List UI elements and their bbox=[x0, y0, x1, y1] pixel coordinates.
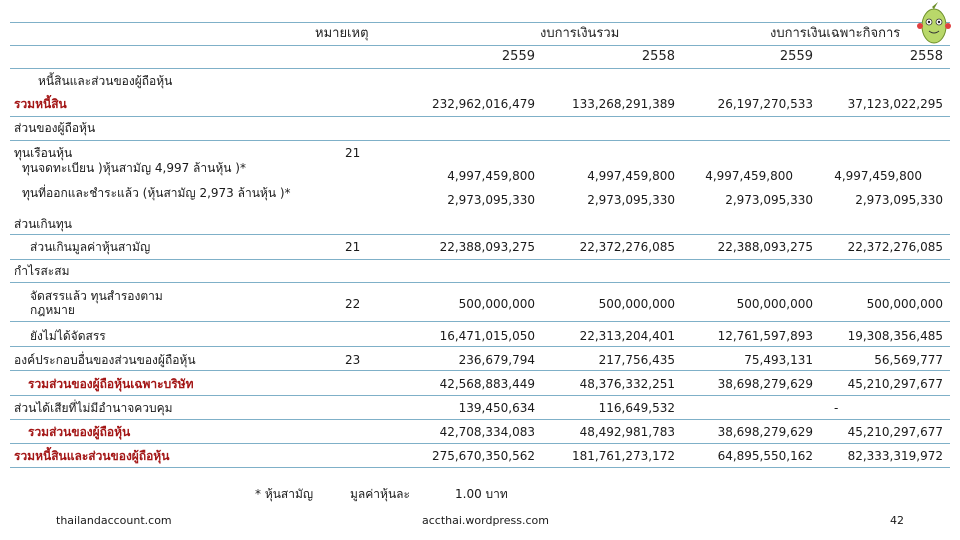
cell: 22,388,093,275 bbox=[439, 240, 535, 254]
cell: 236,679,794 bbox=[458, 353, 535, 367]
row-label-retained-earnings: กำไรสะสม bbox=[14, 264, 70, 278]
cell: 4,997,459,800 bbox=[705, 169, 793, 183]
cell: 45,210,297,677 bbox=[847, 377, 943, 391]
note-ref: 21 bbox=[345, 146, 361, 160]
cell: 181,761,273,172 bbox=[571, 449, 675, 463]
cell: 232,962,016,479 bbox=[431, 97, 535, 111]
cell: 500,000,000 bbox=[866, 297, 943, 311]
cell: 22,372,276,085 bbox=[579, 240, 675, 254]
consolidated-header: งบการเงินรวม bbox=[540, 26, 620, 41]
row-rule bbox=[10, 116, 950, 117]
cell: 4,997,459,800 bbox=[587, 169, 675, 183]
cell: 2,973,095,330 bbox=[447, 193, 535, 207]
cell: - bbox=[834, 401, 839, 415]
row-rule bbox=[10, 282, 950, 283]
cell: 22,372,276,085 bbox=[847, 240, 943, 254]
cell: 82,333,319,972 bbox=[847, 449, 943, 463]
cell: 64,895,550,162 bbox=[717, 449, 813, 463]
cell: 133,268,291,389 bbox=[571, 97, 675, 111]
page-number: 42 bbox=[890, 514, 904, 527]
cell: 275,670,350,562 bbox=[431, 449, 535, 463]
cell: 12,761,597,893 bbox=[717, 329, 813, 343]
cell: 116,649,532 bbox=[598, 401, 675, 415]
row-label-premium: ส่วนเกินทุน bbox=[14, 217, 72, 231]
cell: 500,000,000 bbox=[458, 297, 535, 311]
row-label-total-equity: รวมส่วนของผู้ถือหุ้น bbox=[28, 425, 131, 439]
cell: 500,000,000 bbox=[598, 297, 675, 311]
cell: 42,568,883,449 bbox=[439, 377, 535, 391]
cell: 75,493,131 bbox=[744, 353, 813, 367]
year-header: 2558 bbox=[641, 49, 675, 64]
row-label-total-liabilities: รวมหนี้สิน bbox=[14, 97, 67, 111]
row-rule bbox=[10, 370, 950, 371]
header-rule-bottom bbox=[10, 68, 950, 69]
row-label-registered-capital: ทุนจดทะเบียน )หุ้นสามัญ 4,997 ล้านหุ้น )* bbox=[22, 161, 246, 175]
cell: 38,698,279,629 bbox=[717, 425, 813, 439]
separate-header: งบการเงินเฉพาะกิจการ bbox=[770, 26, 901, 41]
cell: 2,973,095,330 bbox=[855, 193, 943, 207]
row-label-parent-equity: รวมส่วนของผู้ถือหุ้นเฉพาะบริษัท bbox=[28, 377, 194, 391]
cell: 4,997,459,800 bbox=[447, 169, 535, 183]
row-label-equity: ส่วนของผู้ถือหุ้น bbox=[14, 121, 96, 135]
note-ref: 21 bbox=[345, 240, 361, 254]
cell: 42,708,334,083 bbox=[439, 425, 535, 439]
row-label-share-capital: ทุนเรือนหุ้น bbox=[14, 146, 73, 160]
note-ref: 22 bbox=[345, 297, 361, 311]
cell: 48,376,332,251 bbox=[579, 377, 675, 391]
row-label-issued-capital: ทุนที่ออกและชำระแล้ว (หุ้นสามัญ 2,973 ล้านหุ้น )* bbox=[22, 186, 291, 200]
row-rule bbox=[10, 140, 950, 141]
row-rule bbox=[10, 443, 950, 444]
row-label-other-components: องค์ประกอบอื่นของส่วนของผู้ถือหุ้น bbox=[14, 353, 196, 367]
note-column-header: หมายเหตุ bbox=[315, 26, 369, 41]
cell: 16,471,015,050 bbox=[439, 329, 535, 343]
mascot-icon bbox=[914, 2, 954, 46]
cell: 4,997,459,800 bbox=[834, 169, 922, 183]
row-rule bbox=[10, 321, 950, 322]
row-rule bbox=[10, 234, 950, 235]
row-rule bbox=[10, 259, 950, 260]
row-label-non-controlling: ส่วนได้เสียที่ไม่มีอำนาจควบคุม bbox=[14, 401, 173, 415]
cell: 56,569,777 bbox=[874, 353, 943, 367]
year-header: 2559 bbox=[779, 49, 813, 64]
footnote-par-value: 1.00 บาท bbox=[455, 487, 508, 501]
year-header: 2558 bbox=[909, 49, 943, 64]
cell: 2,973,095,330 bbox=[587, 193, 675, 207]
row-rule bbox=[10, 467, 950, 468]
cell: 38,698,279,629 bbox=[717, 377, 813, 391]
year-header: 2559 bbox=[501, 49, 535, 64]
footnote-star: * หุ้นสามัญ bbox=[255, 487, 314, 501]
row-rule bbox=[10, 419, 950, 420]
cell: 22,388,093,275 bbox=[717, 240, 813, 254]
row-rule bbox=[10, 346, 950, 347]
row-rule bbox=[10, 395, 950, 396]
row-label-total-liabilities-equity: รวมหนี้สินและส่วนของผู้ถือหุ้น bbox=[14, 449, 170, 463]
header-rule-mid bbox=[10, 45, 950, 46]
footnote-par-label: มูลค่าหุ้นละ bbox=[350, 487, 410, 501]
cell: 19,308,356,485 bbox=[847, 329, 943, 343]
note-ref: 23 bbox=[345, 353, 361, 367]
cell: 37,123,022,295 bbox=[847, 97, 943, 111]
cell: 2,973,095,330 bbox=[725, 193, 813, 207]
cell: 22,313,204,401 bbox=[579, 329, 675, 343]
cell: 26,197,270,533 bbox=[717, 97, 813, 111]
row-label-unappropriated: ยังไม่ได้จัดสรร bbox=[30, 329, 106, 343]
footer-center: accthai.wordpress.com bbox=[422, 514, 549, 527]
cell: 500,000,000 bbox=[736, 297, 813, 311]
cell: 139,450,634 bbox=[458, 401, 535, 415]
row-label-appropriated: จัดสรรแล้ว ทุนสำรองตามกฎหมาย bbox=[30, 289, 163, 317]
cell: 217,756,435 bbox=[598, 353, 675, 367]
footer-left: thailandaccount.com bbox=[56, 514, 172, 527]
row-label-share-premium: ส่วนเกินมูลค่าหุ้นสามัญ bbox=[30, 240, 151, 254]
header-rule-top bbox=[10, 22, 950, 23]
cell: 45,210,297,677 bbox=[847, 425, 943, 439]
section-title: หนี้สินและส่วนของผู้ถือหุ้น bbox=[38, 74, 173, 88]
cell: 48,492,981,783 bbox=[579, 425, 675, 439]
